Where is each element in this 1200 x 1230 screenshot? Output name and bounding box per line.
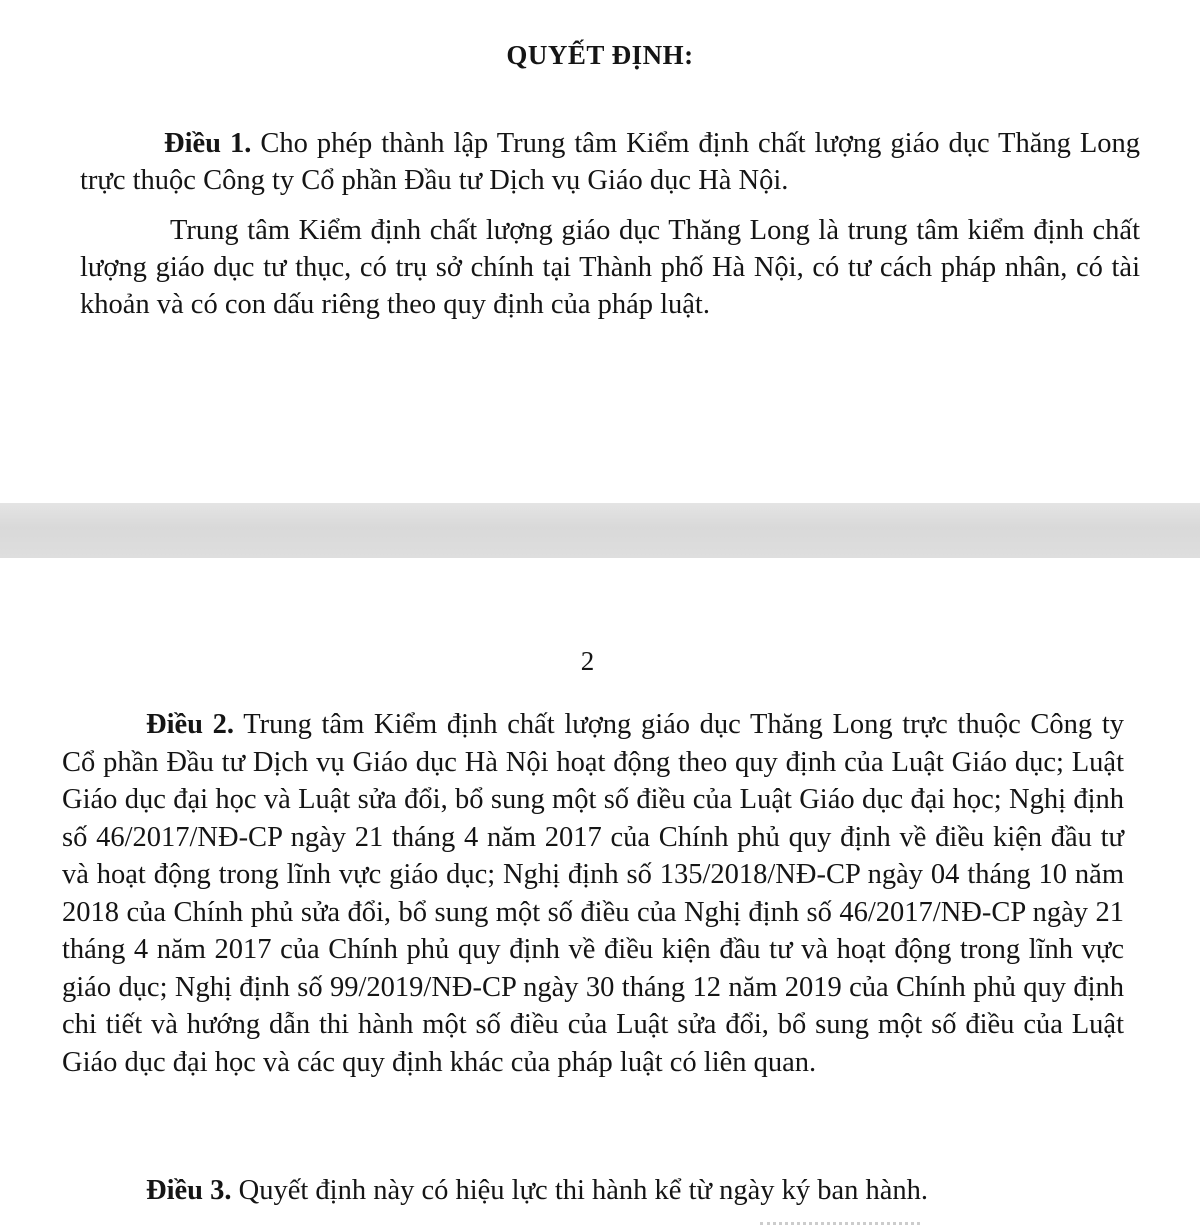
document-page-1 [0, 0, 1200, 503]
article-3-label: Điều 3. [146, 1175, 232, 1206]
article-3-paragraph [62, 1172, 1124, 1209]
article-3-text: Quyết định này có hiệu lực thi hành kể từ ngày ký ban hành. [231, 1175, 929, 1206]
article-1-second-text: Trung tâm Kiểm định chất lượng giáo dục Thăng Long là trung tâm kiểm định chất lượng giáo dục tư thục, có trụ sở chính tại Thành phố Hà Nội, có tư cách pháp nhân, có tài khoản và có con dấu riêng theo quy định của pháp luật. [80, 215, 1140, 320]
article-1-label: Điều 1. [164, 128, 252, 159]
article-2-label: Điều 2. [146, 709, 235, 740]
decision-heading: QUYẾT ĐỊNH: [506, 40, 694, 70]
article-1-second-paragraph [80, 212, 1140, 323]
article-2-paragraph [62, 706, 1124, 1081]
article-2-text: Trung tâm Kiểm định chất lượng giáo dục Thăng Long trực thuộc Công ty Cổ phần Đầu tư Dịch vụ Giáo dục Hà Nội hoạt động theo quy định của Luật Giáo dục; Luật Giáo dục đại học và Luật sửa đổi, bổ sung một số điều của Luật Giáo dục đại học; Nghị định số 46/2017/NĐ-CP ngày 21 tháng 4 năm 2017 của Chính phủ quy định về điều kiện đầu tư và hoạt động trong lĩnh vực giáo dục; Nghị định số 135/2018/NĐ-CP ngày 04 tháng 10 năm 2018 của Chính phủ sửa đổi, bổ sung một số điều của Nghị định số 46/2017/NĐ-CP ngày 21 tháng 4 năm 2017 của Chính phủ quy định về điều kiện đầu tư và hoạt động trong lĩnh vực giáo dục; Nghị định số 99/2019/NĐ-CP ngày 30 tháng 12 năm 2019 của Chính phủ quy định chi tiết và hướng dẫn thi hành một số điều của Luật sửa đổi, bổ sung một số điều của Luật Giáo dục đại học và các quy định khác của pháp luật có liên quan. [62, 709, 1125, 1078]
page-number: 2 [580, 646, 595, 676]
page-separator [0, 503, 1200, 558]
previous-line-fragment [330, 0, 420, 5]
article-1-paragraph [80, 125, 1140, 199]
next-line-fragment [760, 1222, 920, 1230]
article-1-text: Cho phép thành lập Trung tâm Kiểm định chất lượng giáo dục Thăng Long trực thuộc Công ty Cổ phần Đầu tư Dịch vụ Giáo dục Hà Nội. [80, 128, 1140, 196]
document-page-2 [0, 558, 1200, 1230]
